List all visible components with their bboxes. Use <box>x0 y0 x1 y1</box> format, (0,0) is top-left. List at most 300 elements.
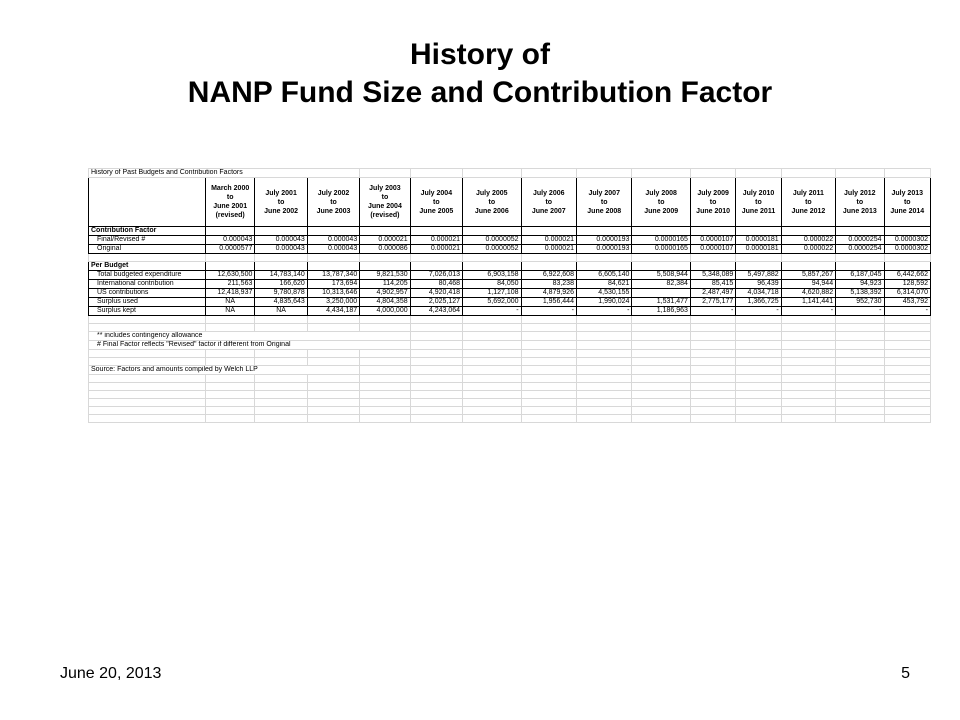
blank-row <box>89 254 931 262</box>
empty-cell <box>255 399 307 407</box>
budget-value: - <box>576 307 631 316</box>
empty-cell <box>410 324 462 332</box>
empty-cell <box>463 332 521 341</box>
period-header <box>205 178 254 227</box>
empty-cell <box>576 415 631 423</box>
empty-cell <box>255 407 307 415</box>
empty-cell <box>690 399 735 407</box>
period-header-line: June 2003 <box>316 207 351 215</box>
factor-value: 0.000021 <box>410 245 462 254</box>
budget-value: 4,434,187 <box>307 307 359 316</box>
factor-value: 0.000043 <box>307 236 359 245</box>
factor-value: 0.000086 <box>360 245 410 254</box>
factor-value: 0.0000107 <box>690 236 735 245</box>
budget-row <box>89 307 931 316</box>
budget-value: 12,630,500 <box>205 271 254 280</box>
empty-cell <box>736 341 781 350</box>
empty-cell <box>360 391 410 399</box>
period-header-line: to <box>488 198 496 206</box>
empty-cell <box>781 407 835 415</box>
empty-cell <box>89 350 206 358</box>
empty-cell <box>690 366 735 375</box>
empty-cell <box>360 254 410 262</box>
empty-cell <box>521 341 576 350</box>
period-header-line: June 2005 <box>419 207 454 215</box>
factor-value: 0.000022 <box>781 236 835 245</box>
budget-row <box>89 289 931 298</box>
period-header-line: July 2011 <box>792 189 824 197</box>
budget-value: - <box>690 307 735 316</box>
empty-cell <box>89 407 206 415</box>
empty-cell <box>521 375 576 383</box>
empty-cell <box>205 262 254 271</box>
row-label: Final/Revised # <box>89 236 206 245</box>
period-header <box>576 178 631 227</box>
factor-row <box>89 245 931 254</box>
empty-cell <box>89 316 206 324</box>
period-header-line: June 2009 <box>644 207 679 215</box>
empty-cell <box>632 358 690 366</box>
blank-row <box>89 316 931 324</box>
period-header-line: July 2001 <box>265 189 297 197</box>
empty-cell <box>690 341 735 350</box>
empty-cell <box>205 324 254 332</box>
empty-cell <box>307 316 359 324</box>
empty-cell <box>576 316 631 324</box>
empty-cell <box>576 262 631 271</box>
empty-cell <box>690 316 735 324</box>
empty-cell <box>410 262 462 271</box>
empty-cell <box>205 415 254 423</box>
period-header-line: to <box>277 198 285 206</box>
factor-value: 0.0000107 <box>690 245 735 254</box>
empty-cell <box>781 415 835 423</box>
budget-value: 3,250,000 <box>307 298 359 307</box>
empty-cell <box>521 316 576 324</box>
empty-cell <box>521 399 576 407</box>
budget-value: NA <box>255 307 307 316</box>
empty-cell <box>463 415 521 423</box>
empty-cell <box>781 383 835 391</box>
empty-cell <box>690 169 735 178</box>
empty-cell <box>410 415 462 423</box>
empty-cell <box>884 262 931 271</box>
empty-cell <box>632 391 690 399</box>
empty-cell <box>576 407 631 415</box>
budget-value: NA <box>205 298 254 307</box>
empty-cell <box>836 324 884 332</box>
empty-cell <box>836 366 884 375</box>
factor-value: 0.000021 <box>521 236 576 245</box>
period-header-line: to <box>545 198 553 206</box>
empty-cell <box>781 358 835 366</box>
period-header-line: July 2008 <box>645 189 677 197</box>
factor-value: 0.000021 <box>521 245 576 254</box>
empty-cell <box>632 341 690 350</box>
empty-cell <box>205 407 254 415</box>
empty-cell <box>781 227 835 236</box>
period-header-line: to <box>330 198 337 206</box>
empty-cell <box>463 407 521 415</box>
row-label: Surplus kept <box>89 307 206 316</box>
empty-cell <box>736 254 781 262</box>
budget-value: 453,792 <box>884 298 931 307</box>
budget-value: 4,530,155 <box>576 289 631 298</box>
period-header-line: June 2011 <box>741 207 776 215</box>
empty-cell <box>360 227 410 236</box>
note-row <box>89 341 931 350</box>
period-header-line: June 2014 <box>890 207 925 215</box>
empty-cell <box>360 324 410 332</box>
empty-cell <box>736 262 781 271</box>
empty-cell <box>307 358 359 366</box>
period-header-line: June 2006 <box>474 207 509 215</box>
empty-cell <box>781 341 835 350</box>
empty-cell <box>463 358 521 366</box>
empty-cell <box>463 383 521 391</box>
budget-value: - <box>836 307 884 316</box>
period-header <box>360 178 410 227</box>
budget-value: 6,903,158 <box>463 271 521 280</box>
empty-cell <box>410 341 462 350</box>
empty-cell <box>632 375 690 383</box>
empty-cell <box>632 316 690 324</box>
empty-cell <box>736 324 781 332</box>
empty-cell <box>410 407 462 415</box>
empty-cell <box>576 341 631 350</box>
period-header-line: (revised) <box>370 212 400 219</box>
period-header-line: June 2008 <box>587 207 622 215</box>
empty-cell <box>632 415 690 423</box>
period-header <box>632 178 690 227</box>
empty-cell <box>690 254 735 262</box>
period-header <box>255 178 307 227</box>
budget-value: 1,186,963 <box>632 307 690 316</box>
period-header-line: to <box>709 198 717 206</box>
empty-cell <box>205 254 254 262</box>
budget-value: 6,442,662 <box>884 271 931 280</box>
empty-cell <box>89 415 206 423</box>
budget-row <box>89 271 931 280</box>
budget-value: 84,050 <box>463 280 521 289</box>
empty-cell <box>307 324 359 332</box>
empty-cell <box>576 375 631 383</box>
empty-cell <box>736 383 781 391</box>
empty-cell <box>836 262 884 271</box>
period-header-line: June 2010 <box>696 207 731 215</box>
budget-value: 2,025,127 <box>410 298 462 307</box>
header-corner <box>89 178 206 227</box>
budget-value: 114,205 <box>360 280 410 289</box>
budget-value: 4,835,643 <box>255 298 307 307</box>
empty-cell <box>463 366 521 375</box>
empty-cell <box>690 262 735 271</box>
factor-value: 0.000043 <box>307 245 359 254</box>
factor-value: 0.000043 <box>255 245 307 254</box>
factor-value: 0.0000302 <box>884 236 931 245</box>
empty-cell <box>360 375 410 383</box>
budget-value: 4,920,418 <box>410 289 462 298</box>
empty-cell <box>690 350 735 358</box>
period-header-line: to <box>381 194 389 201</box>
empty-cell <box>781 262 835 271</box>
empty-cell <box>255 358 307 366</box>
period-header-line: June 2001 <box>213 203 248 210</box>
empty-cell <box>836 391 884 399</box>
budget-value: 4,000,000 <box>360 307 410 316</box>
empty-cell <box>410 227 462 236</box>
empty-cell <box>410 366 462 375</box>
empty-cell <box>576 254 631 262</box>
budget-history-table <box>88 168 931 423</box>
empty-cell <box>307 407 359 415</box>
section-label: Per Budget <box>89 262 206 271</box>
slide-title <box>0 36 960 112</box>
empty-cell <box>884 316 931 324</box>
empty-cell <box>736 169 781 178</box>
empty-cell <box>576 399 631 407</box>
empty-cell <box>690 227 735 236</box>
empty-cell <box>360 366 410 375</box>
empty-cell <box>836 169 884 178</box>
empty-cell <box>884 415 931 423</box>
factor-value: 0.0000193 <box>576 236 631 245</box>
empty-cell <box>89 375 206 383</box>
factor-value: 0.0000165 <box>632 245 690 254</box>
empty-cell <box>576 366 631 375</box>
empty-cell <box>736 350 781 358</box>
empty-cell <box>632 262 690 271</box>
factor-value: 0.0000165 <box>632 236 690 245</box>
period-header <box>463 178 521 227</box>
budget-value: 4,243,064 <box>410 307 462 316</box>
empty-cell <box>410 316 462 324</box>
empty-cell <box>690 332 735 341</box>
empty-cell <box>255 254 307 262</box>
budget-value: 82,384 <box>632 280 690 289</box>
budget-row <box>89 280 931 289</box>
empty-cell <box>521 407 576 415</box>
empty-cell <box>205 399 254 407</box>
empty-cell <box>576 169 631 178</box>
factor-value: 0.0000577 <box>205 245 254 254</box>
budget-value: 4,902,957 <box>360 289 410 298</box>
budget-value: 166,620 <box>255 280 307 289</box>
footer-date: June 20, 2013 <box>60 665 162 682</box>
title-line-1: History of <box>409 38 550 71</box>
factor-value: 0.000043 <box>205 236 254 245</box>
budget-value: 4,879,926 <box>521 289 576 298</box>
empty-cell <box>205 350 254 358</box>
section-label: Contribution Factor <box>89 227 206 236</box>
row-label: Total budgeted expenditure <box>89 271 206 280</box>
empty-cell <box>632 332 690 341</box>
empty-cell <box>836 332 884 341</box>
empty-cell <box>307 350 359 358</box>
empty-cell <box>781 366 835 375</box>
empty-cell <box>632 350 690 358</box>
empty-cell <box>521 350 576 358</box>
empty-cell <box>307 391 359 399</box>
empty-cell <box>89 399 206 407</box>
empty-cell <box>521 383 576 391</box>
budget-value: 94,944 <box>781 280 835 289</box>
empty-cell <box>884 227 931 236</box>
blank-row <box>89 350 931 358</box>
period-header <box>836 178 884 227</box>
budget-value: 10,313,646 <box>307 289 359 298</box>
blank-row <box>89 324 931 332</box>
blank-row <box>89 358 931 366</box>
empty-cell <box>307 399 359 407</box>
period-header-line: July 2009 <box>697 189 729 197</box>
empty-cell <box>360 358 410 366</box>
empty-cell <box>410 391 462 399</box>
period-header <box>781 178 835 227</box>
empty-cell <box>884 254 931 262</box>
empty-cell <box>255 415 307 423</box>
budget-value: 6,922,608 <box>521 271 576 280</box>
empty-cell <box>410 358 462 366</box>
period-header-line: July 2005 <box>476 189 508 197</box>
budget-value: 6,605,140 <box>576 271 631 280</box>
empty-cell <box>521 227 576 236</box>
empty-cell <box>521 366 576 375</box>
empty-cell <box>632 324 690 332</box>
period-header-line: July 2010 <box>742 189 775 197</box>
budget-value: 2,775,177 <box>690 298 735 307</box>
empty-cell <box>410 399 462 407</box>
budget-value: - <box>463 307 521 316</box>
budget-value: 94,923 <box>836 280 884 289</box>
empty-cell <box>781 350 835 358</box>
blank-row <box>89 407 931 415</box>
factor-value: 0.000021 <box>410 236 462 245</box>
budget-value: 952,730 <box>836 298 884 307</box>
empty-cell <box>89 383 206 391</box>
empty-cell <box>205 383 254 391</box>
empty-cell <box>781 324 835 332</box>
budget-value: 1,127,108 <box>463 289 521 298</box>
period-header-line: to <box>805 198 812 206</box>
caption-row <box>89 169 931 178</box>
budget-value: 211,563 <box>205 280 254 289</box>
factor-value: 0.0000052 <box>463 236 521 245</box>
empty-cell <box>576 391 631 399</box>
empty-cell <box>307 383 359 391</box>
note-text: # Final Factor reflects "Revised" factor if different from Original <box>89 341 411 350</box>
empty-cell <box>410 332 462 341</box>
empty-cell <box>410 383 462 391</box>
empty-cell <box>463 350 521 358</box>
empty-cell <box>576 324 631 332</box>
empty-cell <box>884 341 931 350</box>
empty-cell <box>736 391 781 399</box>
source-note: Source: Factors and amounts compiled by Welch LLP <box>89 366 360 375</box>
period-header <box>307 178 359 227</box>
empty-cell <box>884 358 931 366</box>
empty-cell <box>410 350 462 358</box>
empty-cell <box>463 316 521 324</box>
period-header-line: July 2002 <box>317 189 350 197</box>
budget-value: 6,187,045 <box>836 271 884 280</box>
budget-value: 9,821,530 <box>360 271 410 280</box>
budget-value: 1,141,441 <box>781 298 835 307</box>
empty-cell <box>836 375 884 383</box>
blank-row <box>89 399 931 407</box>
empty-cell <box>463 262 521 271</box>
empty-cell <box>736 399 781 407</box>
factor-value: 0.0000181 <box>736 245 781 254</box>
factor-row <box>89 236 931 245</box>
empty-cell <box>360 316 410 324</box>
empty-cell <box>836 227 884 236</box>
budget-value: 1,956,444 <box>521 298 576 307</box>
empty-cell <box>255 316 307 324</box>
empty-cell <box>255 391 307 399</box>
period-header-line: to <box>600 198 608 206</box>
empty-cell <box>576 227 631 236</box>
empty-cell <box>89 324 206 332</box>
period-header-line: July 2013 <box>891 189 924 197</box>
empty-cell <box>781 375 835 383</box>
empty-cell <box>576 383 631 391</box>
budget-value: 85,415 <box>690 280 735 289</box>
empty-cell <box>632 399 690 407</box>
budget-value: 4,620,882 <box>781 289 835 298</box>
empty-cell <box>521 324 576 332</box>
factor-value: 0.0000302 <box>884 245 931 254</box>
period-header-line: June 2007 <box>531 207 566 215</box>
empty-cell <box>521 169 576 178</box>
empty-cell <box>463 169 521 178</box>
empty-cell <box>521 391 576 399</box>
factor-value: 0.0000254 <box>836 245 884 254</box>
factor-value: 0.000022 <box>781 245 835 254</box>
row-label: Surplus used <box>89 298 206 307</box>
empty-cell <box>884 399 931 407</box>
budget-value: 1,366,725 <box>736 298 781 307</box>
empty-cell <box>884 391 931 399</box>
empty-cell <box>736 227 781 236</box>
empty-cell <box>255 324 307 332</box>
title-line-2: NANP Fund Size and Contribution Factor <box>187 76 773 109</box>
row-label: US contributions <box>89 289 206 298</box>
empty-cell <box>736 366 781 375</box>
budget-value <box>632 289 690 298</box>
empty-cell <box>632 227 690 236</box>
empty-cell <box>884 350 931 358</box>
section-row <box>89 227 931 236</box>
empty-cell <box>307 415 359 423</box>
empty-cell <box>360 415 410 423</box>
empty-cell <box>576 350 631 358</box>
budget-value: 13,787,340 <box>307 271 359 280</box>
factor-value: 0.000043 <box>255 236 307 245</box>
budget-value: 5,692,000 <box>463 298 521 307</box>
empty-cell <box>632 254 690 262</box>
empty-cell <box>781 316 835 324</box>
empty-cell <box>410 375 462 383</box>
empty-cell <box>632 407 690 415</box>
budget-value: 9,780,878 <box>255 289 307 298</box>
empty-cell <box>463 341 521 350</box>
empty-cell <box>884 366 931 375</box>
budget-value: 5,857,267 <box>781 271 835 280</box>
budget-value: 1,531,477 <box>632 298 690 307</box>
budget-value: 5,497,882 <box>736 271 781 280</box>
empty-cell <box>690 324 735 332</box>
